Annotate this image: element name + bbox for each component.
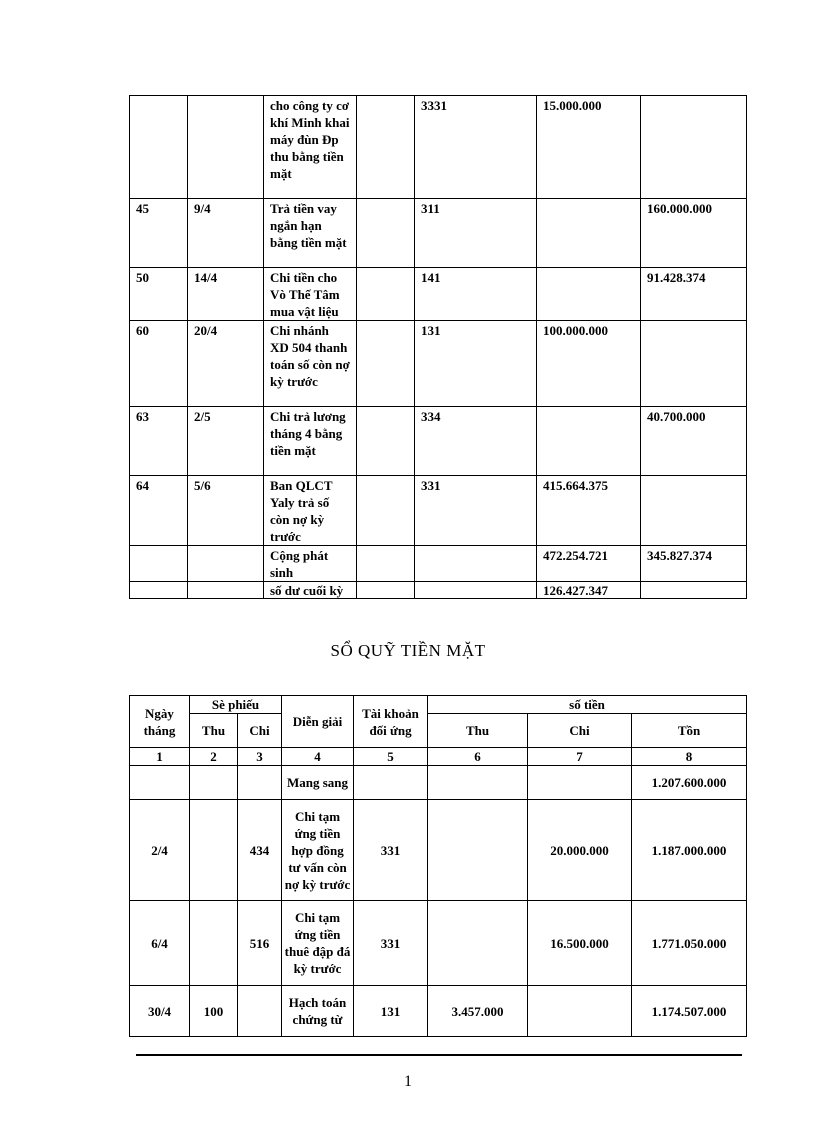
entry-date: 9/4 [188, 199, 264, 268]
entry-description: Cộng phát sinh [264, 546, 357, 582]
table-row [130, 407, 747, 476]
debit-amount: 415.664.375 [537, 476, 641, 546]
entry-description: Mang sang [282, 766, 354, 800]
table-row [130, 800, 747, 901]
ledger-table [129, 95, 747, 599]
entry-description: cho công ty cơ khí Minh khai máy đùn Đp thu bằng tiền mặt [264, 96, 357, 199]
balance: 1.207.600.000 [632, 766, 747, 800]
blank-cell [357, 96, 415, 199]
table-row [130, 476, 747, 546]
voucher-thu [190, 901, 238, 986]
credit-amount [641, 582, 747, 599]
column-number: 7 [528, 748, 632, 766]
header-contra-account: Tài khoản đối ứng [354, 696, 428, 748]
debit-amount [537, 407, 641, 476]
contra-account: 131 [415, 321, 537, 407]
contra-account: 331 [354, 901, 428, 986]
table-row [130, 268, 747, 321]
credit-amount: 345.827.374 [641, 546, 747, 582]
balance: 1.771.050.000 [632, 901, 747, 986]
table-row [130, 766, 747, 800]
voucher-chi: 516 [238, 901, 282, 986]
balance: 1.174.507.000 [632, 986, 747, 1037]
header-description: Diễn giải [282, 696, 354, 748]
debit-amount [537, 199, 641, 268]
column-number: 5 [354, 748, 428, 766]
entry-number: 63 [130, 407, 188, 476]
entry-date [130, 766, 190, 800]
contra-account: 334 [415, 407, 537, 476]
debit-amount: 126.427.347 [537, 582, 641, 599]
entry-number [130, 582, 188, 599]
debit-amount: 472.254.721 [537, 546, 641, 582]
header-amount-thu: Thu [428, 714, 528, 748]
debit-amount: 100.000.000 [537, 321, 641, 407]
voucher-thu [190, 766, 238, 800]
credit-amount: 40.700.000 [641, 407, 747, 476]
entry-date [188, 546, 264, 582]
amount-thu [428, 800, 528, 901]
header-row [130, 696, 747, 714]
blank-cell [357, 582, 415, 599]
entry-description: Chi tạm ứng tiền thuê đập đá kỳ trước [282, 901, 354, 986]
contra-account: 331 [415, 476, 537, 546]
debit-amount [537, 268, 641, 321]
column-number: 1 [130, 748, 190, 766]
table-row [130, 321, 747, 407]
table-row [130, 901, 747, 986]
entry-date: 30/4 [130, 986, 190, 1037]
entry-number [130, 96, 188, 199]
contra-account [415, 582, 537, 599]
column-number: 2 [190, 748, 238, 766]
entry-date: 2/5 [188, 407, 264, 476]
credit-amount [641, 321, 747, 407]
column-number: 3 [238, 748, 282, 766]
header-date: Ngày tháng [130, 696, 190, 748]
page-number: 1 [404, 1073, 412, 1090]
debit-amount: 15.000.000 [537, 96, 641, 199]
blank-cell [357, 268, 415, 321]
footer-divider [136, 1054, 742, 1056]
entry-description: Hạch toán chứng từ [282, 986, 354, 1037]
entry-number: 50 [130, 268, 188, 321]
table-row [130, 199, 747, 268]
entry-date: 6/4 [130, 901, 190, 986]
amount-chi: 20.000.000 [528, 800, 632, 901]
contra-account: 311 [415, 199, 537, 268]
entry-description: Chi tiền cho Vò Thế Tâm mua vật liệu [264, 268, 357, 321]
entry-description: Trả tiền vay ngắn hạn bằng tiền mặt [264, 199, 357, 268]
cash-book-table [129, 695, 747, 1037]
amount-chi [528, 766, 632, 800]
voucher-chi [238, 766, 282, 800]
entry-date: 2/4 [130, 800, 190, 901]
credit-amount: 91.428.374 [641, 268, 747, 321]
blank-cell [357, 199, 415, 268]
cash-book-title: SỔ QUỸ TIỀN MẶT [330, 641, 486, 660]
entry-description: Ban QLCT Yaly trả số còn nợ kỳ trước [264, 476, 357, 546]
header-voucher: Sè phiếu [190, 696, 282, 714]
header-amount-chi: Chi [528, 714, 632, 748]
header-amount: số tiền [428, 696, 747, 714]
entry-description: Chi tạm ứng tiền hợp đồng tư vấn còn nợ kỳ trước [282, 800, 354, 901]
header-balance: Tồn [632, 714, 747, 748]
closing-balance-row [130, 582, 747, 599]
blank-cell [357, 546, 415, 582]
header-row [130, 714, 747, 748]
credit-amount [641, 476, 747, 546]
entry-number [130, 546, 188, 582]
credit-amount: 160.000.000 [641, 199, 747, 268]
credit-amount [641, 96, 747, 199]
voucher-thu: 100 [190, 986, 238, 1037]
header-voucher-chi: Chi [238, 714, 282, 748]
amount-thu [428, 766, 528, 800]
voucher-chi: 434 [238, 800, 282, 901]
amount-chi: 16.500.000 [528, 901, 632, 986]
entry-number: 64 [130, 476, 188, 546]
amount-thu [428, 901, 528, 986]
blank-cell [357, 407, 415, 476]
voucher-chi [238, 986, 282, 1037]
table-row [130, 986, 747, 1037]
contra-account: 141 [415, 268, 537, 321]
entry-description: Chi nhánh XD 504 thanh toán số còn nợ kỳ trước [264, 321, 357, 407]
entry-date: 14/4 [188, 268, 264, 321]
table-row [130, 96, 747, 199]
balance: 1.187.000.000 [632, 800, 747, 901]
total-row [130, 546, 747, 582]
entry-description: Chi trả lương tháng 4 bằng tiền mặt [264, 407, 357, 476]
contra-account [415, 546, 537, 582]
amount-chi [528, 986, 632, 1037]
header-voucher-thu: Thu [190, 714, 238, 748]
entry-number: 60 [130, 321, 188, 407]
blank-cell [357, 321, 415, 407]
blank-cell [357, 476, 415, 546]
column-number-row [130, 748, 747, 766]
column-number: 6 [428, 748, 528, 766]
amount-thu: 3.457.000 [428, 986, 528, 1037]
contra-account [354, 766, 428, 800]
column-number: 4 [282, 748, 354, 766]
entry-date: 20/4 [188, 321, 264, 407]
entry-date [188, 96, 264, 199]
contra-account: 3331 [415, 96, 537, 199]
entry-date: 5/6 [188, 476, 264, 546]
entry-description: số dư cuối kỳ [264, 582, 357, 599]
entry-number: 45 [130, 199, 188, 268]
contra-account: 331 [354, 800, 428, 901]
column-number: 8 [632, 748, 747, 766]
voucher-thu [190, 800, 238, 901]
contra-account: 131 [354, 986, 428, 1037]
entry-date [188, 582, 264, 599]
